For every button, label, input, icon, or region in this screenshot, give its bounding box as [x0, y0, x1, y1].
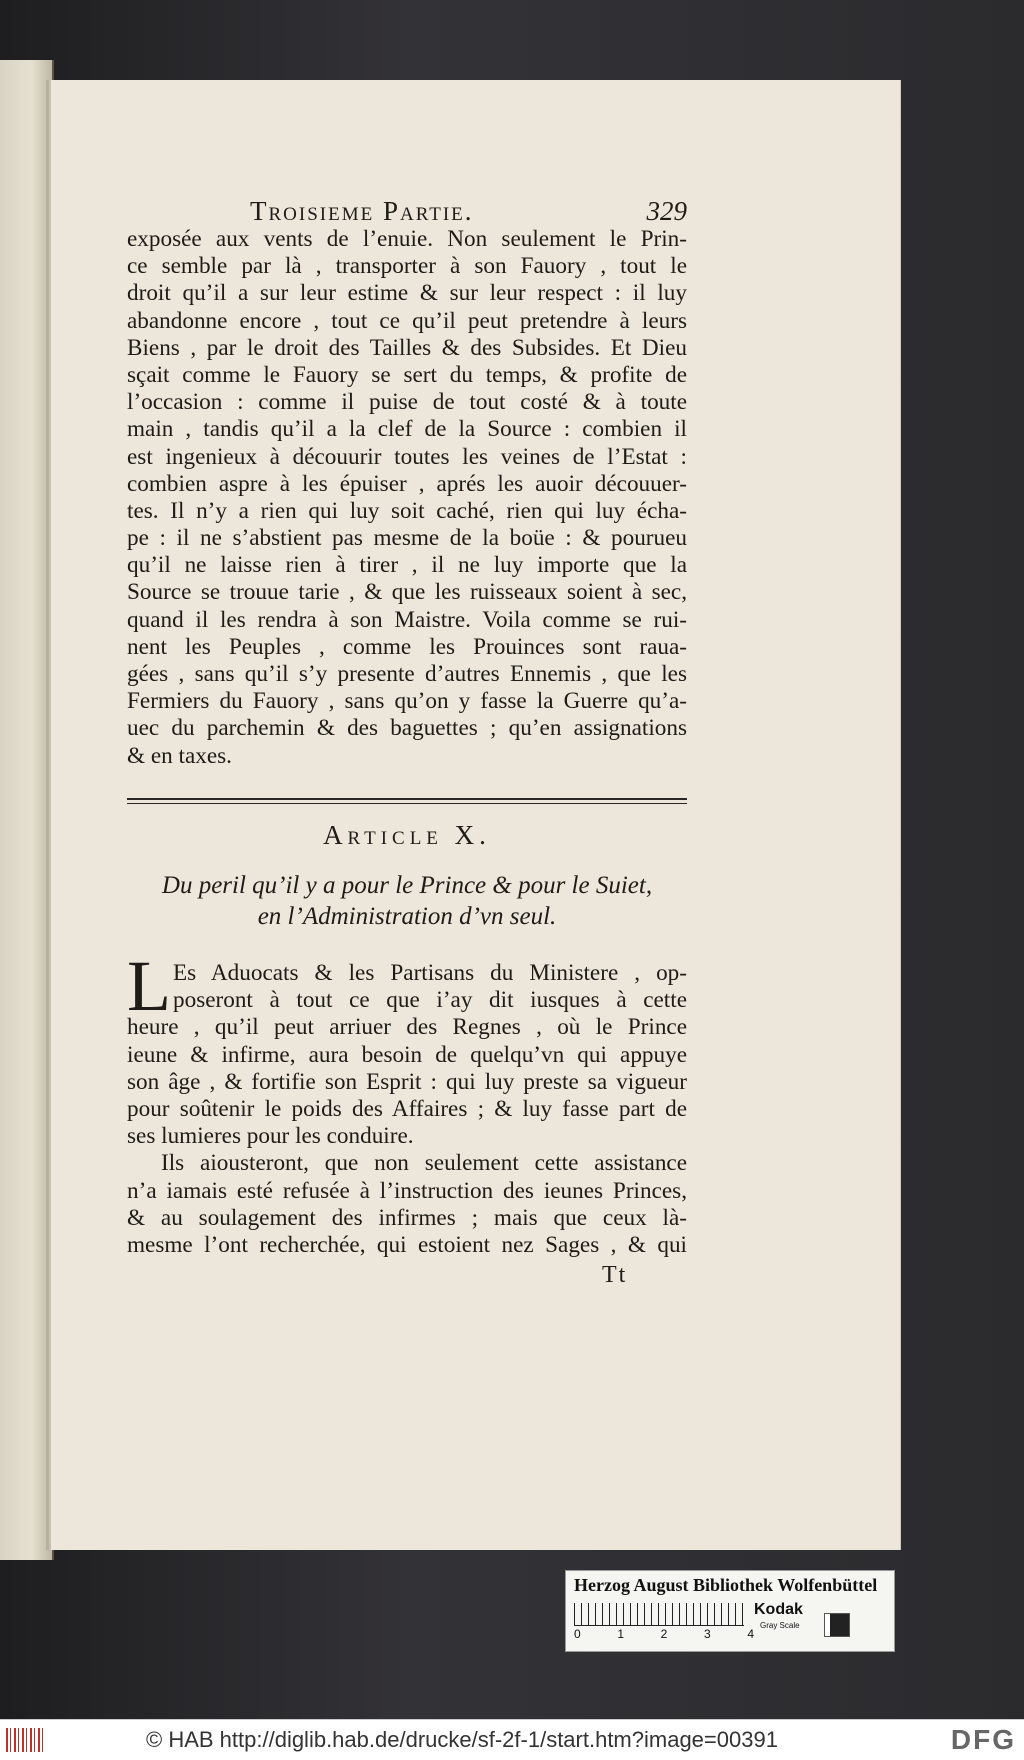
barcode-icon	[6, 1728, 46, 1752]
text-line: Ils aiousteront, que non seulement cette assistance	[161, 1150, 687, 1177]
dfg-logo: DFG	[950, 1724, 1016, 1755]
article-body	[127, 946, 687, 1259]
text-line: quand il les rendra à son Maistre. Voila comme se rui-	[127, 606, 687, 633]
text-line: tes. Il n’y a rien qui luy soit caché, rien qui luy écha-	[127, 497, 687, 524]
text-line: main , tandis qu’il a la clef de la Source : combien il	[127, 416, 687, 443]
footer-citation[interactable]: © HAB http://diglib.hab.de/drucke/sf-2f-1/start.htm?image=00391	[146, 1727, 778, 1752]
library-color-card	[565, 1570, 895, 1652]
text-line: gées , sans qu’il s’y presente d’autres Ennemis , que les	[127, 661, 687, 687]
gray-scale-swatch	[824, 1613, 850, 1637]
text-line: son âge , & fortifie son Esprit : qui luy preste sa vigueur	[127, 1068, 687, 1095]
library-name: Herzog August Bibliothek Wolfenbüttel	[574, 1575, 878, 1595]
text-line: Es Aduocats & les Partisans du Ministere , op-	[173, 960, 687, 986]
subtitle-line: en l’Administration d’vn seul.	[257, 903, 557, 930]
ruler-numbers	[574, 1627, 754, 1641]
text-line: exposée aux vents de l’enuie. Non seulement le Prin-	[127, 226, 687, 252]
footer-bar	[0, 1719, 1024, 1760]
ruler-number: 4	[747, 1627, 754, 1641]
text-line: n’a iamais esté refusée à l’instruction des ieunes Princes,	[127, 1177, 687, 1204]
text-line: l’occasion : comme il puise de tout costé & à toute	[127, 389, 687, 416]
running-head	[250, 196, 687, 230]
text-line: heure , qu’il peut arriuer des Regnes , où le Prince	[127, 1014, 687, 1041]
top-paragraph	[127, 226, 687, 770]
text-line: mesme l’ont recherchée, qui estoient nez Sages , & qui	[127, 1231, 687, 1258]
text-line: Biens , par le droit des Tailles & des Subsides. Et Dieu	[127, 334, 687, 361]
ruler-scale	[574, 1603, 744, 1626]
drop-capital: L	[127, 946, 171, 1026]
text-line: est ingenieux à découurir toutes les veines de l’Estat :	[127, 443, 687, 470]
text-line: pour soûtenir le poids des Affaires ; & luy fasse part de	[127, 1095, 687, 1122]
text-line: & en taxes.	[127, 742, 232, 769]
text-line: sçait comme le Fauory se sert du temps, & profite de	[127, 361, 687, 388]
text-line: Fermiers du Fauory , sans qu’on y fasse la Guerre qu’a-	[127, 688, 687, 715]
text-line: abandonne encore , tout ce qu’il peut pretendre à leurs	[127, 307, 687, 334]
running-head-title: Troisieme Partie.	[250, 196, 474, 226]
text-line: poseront à tout ce que i’ay dit iusques à cette	[173, 987, 687, 1014]
ruler-number: 1	[617, 1627, 625, 1641]
catchword: Tt	[602, 1262, 628, 1288]
text-line: droit qu’il a sur leur estime & sur leur respect : il luy	[127, 280, 687, 307]
text-line: Source se trouue tarie , & que les ruisseaux soient à sec,	[127, 579, 687, 606]
article-subtitle	[127, 870, 687, 932]
section-rule	[127, 798, 687, 804]
kodak-brand: Kodak	[754, 1601, 803, 1618]
text-line: pe : il ne s’abstient pas mesme de la boüe : & pourueu	[127, 525, 687, 552]
text-line: ce semble par là , transporter à son Fauory , tout le	[127, 253, 687, 280]
text-line: ses lumieres pour les conduire.	[127, 1123, 414, 1150]
gray-scale-label: Gray Scale	[760, 1621, 800, 1630]
article-heading: Article X.	[323, 820, 491, 850]
text-line: nent les Peuples , comme les Prouinces sont raua-	[127, 633, 687, 660]
ruler-number: 3	[703, 1627, 711, 1641]
page-number: 329	[646, 196, 687, 226]
text-line: combien aspre à les épuiser , aprés les auoir découuer-	[127, 470, 687, 497]
text-line: qu’il ne laisse rien à tirer , il ne luy importe que la	[127, 552, 687, 579]
text-line: ieune & infirme, aura besoin de quelqu’vn qui appuye	[127, 1041, 687, 1068]
subtitle-line: Du peril qu’il y a pour le Prince & pour le Suiet,	[161, 872, 653, 899]
ruler-number: 2	[660, 1627, 668, 1641]
text-line: uec du parchemin & des baguettes ; qu’en assignations	[127, 715, 687, 742]
text-line: & au soulagement des infirmes ; mais que ceux là-	[127, 1204, 687, 1231]
ruler-number: 0	[574, 1627, 581, 1641]
